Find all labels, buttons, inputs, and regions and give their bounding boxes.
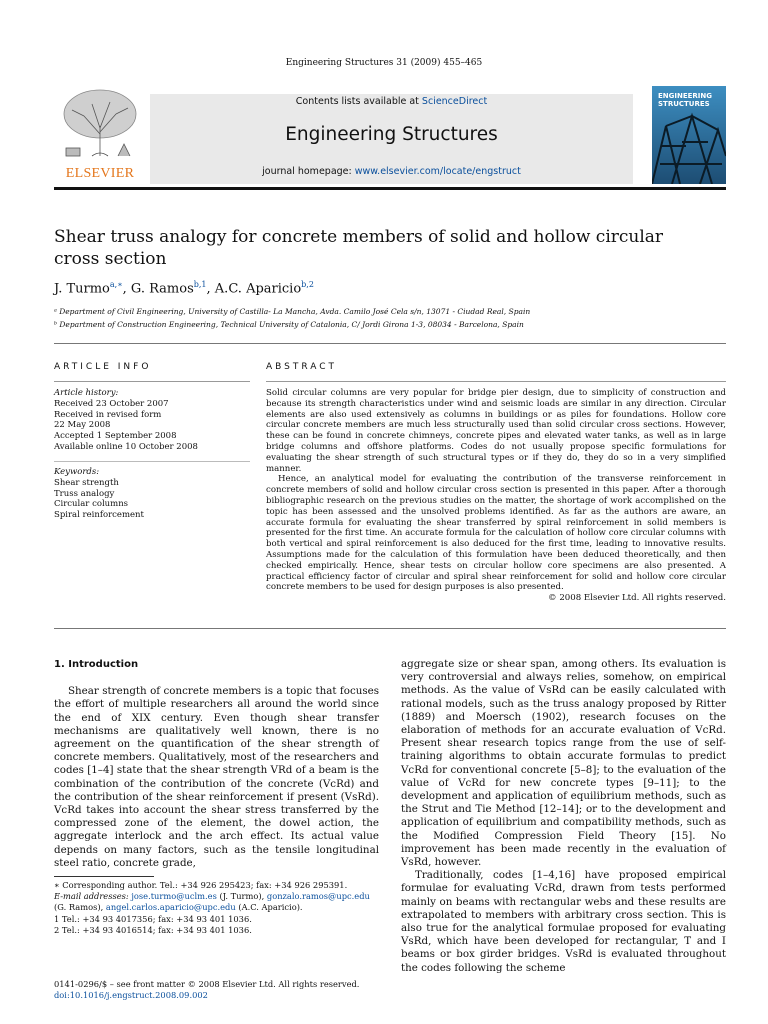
email-link[interactable]: angel.carlos.aparicio@upc.edu [105, 902, 236, 913]
keyword: Circular columns [54, 499, 129, 510]
sciencedirect-link[interactable]: ScienceDirect [421, 96, 488, 107]
history-item: 22 May 2008 [54, 420, 111, 431]
journal-header [54, 86, 726, 186]
footnote-emails [54, 891, 379, 902]
body-paragraph: Shear strength of concrete members is a topic that focuses the effort of multiple researchers all around the world since the end of XIX century. Even though shear transfer mechanisms are qualitatively well known, there is no agreement on the quantification of the shear strength of concrete members. Qualitatively, most of the researchers and codes [1–4] state that the shear strength VRd of a beam is the combination of the contribution of the concrete (VcRd) and the contribution of the shear reinforcement if present (VsRd). VcRd takes into account the shear stress transferred by the compressed zone of the element, the dowel action, the aggregate interlock and the arch effect. Its actual value depends on many factors, such as the tensile longitudinal steel ratio, concrete grade, [54, 685, 379, 869]
keyword: Spiral reinforcement [54, 510, 144, 521]
cover-title-line1: ENGINEERING [658, 92, 713, 100]
contents-prefix: Contents lists available at [295, 96, 422, 107]
bridge-icon [652, 86, 726, 184]
footnote-corresponding: ∗ Corresponding author. Tel.: +34 926 295423; fax: +34 926 295391. [54, 880, 348, 890]
history-item: Received 23 October 2007 [54, 398, 169, 409]
contents-line [150, 96, 633, 107]
keywords-label: Keywords: [54, 467, 100, 477]
abstract-heading: ABSTRACT [266, 362, 338, 372]
elsevier-tree-logo [54, 86, 146, 182]
author-name[interactable]: G. Ramos [130, 281, 194, 297]
affiliation-b: ᵇ Department of Construction Engineering, Technical University of Catalonia, C/ Jordi Girona 1-3, 08034 - Barcelona, Spain [54, 320, 524, 329]
history-item: Accepted 1 September 2008 [54, 431, 177, 442]
author-affil-mark[interactable]: a,∗ [109, 280, 123, 289]
footnote-emails-cont [54, 902, 379, 913]
header-rule [54, 187, 726, 190]
author-name[interactable]: J. Turmo [54, 281, 110, 297]
divider [266, 381, 726, 382]
body-paragraph: aggregate size or shear span, among others. Its evaluation is very controversial and always relies, somehow, on empirical methods. As the value of VsRd can be easily calculated with rational models, such as the truss analogy proposed by Ritter (1889) and Moersch (1902), research focuses on the elaboration of methods for an accurate evaluation of VcRd. Present shear research topics range from the use of self-training algorithms to obtain accurate formulas to predict VcRd for conventional concrete [5–8]; to the evaluation of the value of VcRd for new concrete types [9–11]; to the development and application of equilibrium methods, such as the Strut and Tie Method [12–14]; or to the development and application of equilibrium and compatibility methods, such as the Modified Compression Field Theory [15]. No improvement has been made recently in the evaluation of VsRd, however. [401, 658, 726, 869]
footnotes [54, 880, 379, 936]
footnote-1: 1 Tel.: +34 93 4017356; fax: +34 93 401 1036. [54, 913, 252, 924]
footnote-rule [54, 876, 154, 877]
divider [54, 628, 726, 629]
author-affil-mark[interactable]: b,2 [301, 280, 314, 289]
affiliation-a: ᵃ Department of Civil Engineering, University of Castilla- La Mancha, Avda. Camilo José Cela s/n, 13071 - Ciudad Real, Spain [54, 307, 531, 316]
journal-citation: Engineering Structures 31 (2009) 455–465 [285, 58, 483, 68]
history-label: Article history: [54, 388, 119, 398]
doi-link[interactable]: doi:10.1016/j.engstruct.2008.09.002 [54, 990, 208, 1001]
history-item: Received in revised form [54, 409, 162, 420]
journal-name: Engineering Structures [285, 124, 498, 145]
email-link[interactable]: gonzalo.ramos@upc.edu [266, 891, 370, 902]
masthead [150, 94, 633, 184]
section-heading: 1. Introduction [54, 659, 139, 670]
keywords [54, 467, 250, 521]
email-link[interactable]: jose.turmo@uclm.es [131, 891, 217, 902]
homepage-line [150, 166, 633, 177]
homepage-link[interactable]: www.elsevier.com/locate/engstruct [354, 166, 521, 177]
article-history [54, 388, 250, 453]
article-info-heading: ARTICLE INFO [54, 362, 152, 372]
body-paragraph: Traditionally, codes [1–4,16] have proposed empirical formulae for evaluating VcRd, drawn from tests performed mainly on beams with rectangular webs and these results are extrapolated to members with arbitrary cross section. This is also true for the analytical formulae proposed for evaluating VsRd, which have been developed for rectangular, T and I beams or box girder bridges. VsRd is evaluated throughout the codes following the scheme [401, 869, 726, 974]
abstract-paragraph: Solid circular columns are very popular for bridge pier design, due to simplicity of construction and because its strength characteristics under wind and seismic loads are similar in any direction. Circular elements are also used extensively as columns in buildings or as piles for foundations. Hollow core circular concrete members are much less structurally used than solid circular cross sections. However, these can be found in concrete chimneys, concrete pipes and elevated water tanks, as well as in large bridge columns and offshore platforms. Codes do not usually propose specific formulations for evaluating the shear strength of such structural types or if they do, they do so in a very simplified manner. [266, 388, 726, 474]
email-label: E-mail addresses: [54, 891, 132, 902]
journal-cover-image [652, 86, 726, 184]
author-name[interactable]: A.C. Aparicio [214, 281, 302, 297]
email-owner: (G. Ramos), [54, 902, 106, 913]
email-owner: (J. Turmo), [216, 891, 267, 902]
paper-title: Shear truss analogy for concrete members of solid and hollow circular cross section [54, 227, 664, 269]
author-separator: , [206, 281, 215, 297]
issn-block [54, 979, 359, 1001]
body-column-left [54, 658, 379, 870]
divider [54, 461, 250, 462]
publisher-name: ELSEVIER [65, 166, 135, 181]
email-owner: (A.C. Aparicio). [235, 902, 303, 913]
footnote-2: 2 Tel.: +34 93 4016514; fax: +34 93 401 1036. [54, 924, 252, 935]
author-affil-mark[interactable]: b,1 [193, 280, 207, 289]
cover-title-line2: STRUCTURES [658, 100, 710, 108]
divider [54, 381, 250, 382]
keyword: Shear strength [54, 477, 119, 488]
abstract-text [266, 388, 726, 604]
homepage-prefix: journal homepage: [262, 166, 355, 177]
tree-icon [54, 86, 146, 166]
issn-line: 0141-0296/$ – see front matter © 2008 Elsevier Ltd. All rights reserved. [54, 979, 360, 989]
abstract-paragraph: Hence, an analytical model for evaluating the contribution of the transverse reinforcement in concrete members of solid and hollow circular cross section is presented in this paper. After a thorough bibliographic research on the previous studies on the matter, the shortage of work accomplished on the topic has been assessed and the unsolved problems identified. As far as the authors are aware, an accurate formula for evaluating the shear transferred by spiral reinforcement in solid members is presented for the first time. An accurate formula for the calculation of hollow core circular columns with both vertical and spiral reinforcement is also deduced for the first time, leading to innovative results. Assumptions made for the calculation of this formulation have been deduced theoretically, and then checked empirically. Hence, shear tests on circular hollow core specimens are also presented. A practical efficiency factor of circular and spiral shear reinforcement for solid and hollow core circular concrete members to be used for design purposes is also presented. [266, 474, 726, 593]
author-separator: , [122, 281, 131, 297]
body-column-right [401, 658, 726, 975]
author-list [54, 280, 314, 296]
divider [54, 343, 726, 344]
history-item: Available online 10 October 2008 [54, 441, 198, 452]
keyword: Truss analogy [54, 488, 115, 499]
copyright-line: © 2008 Elsevier Ltd. All rights reserved. [548, 593, 726, 604]
